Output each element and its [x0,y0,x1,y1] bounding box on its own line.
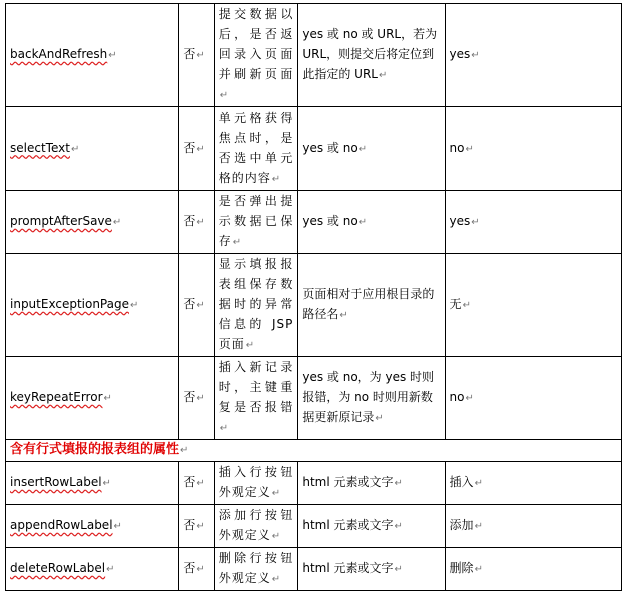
paragraph-mark-icon: ↵ [474,564,483,575]
paragraph-mark-icon: ↵ [108,50,117,61]
paragraph-mark-icon: ↵ [474,478,483,489]
paragraph-mark-icon: ↵ [180,445,189,456]
param-name: selectText [10,140,70,155]
paragraph-mark-icon: ↵ [394,564,403,575]
paragraph-mark-icon: ↵ [196,50,205,61]
paragraph-mark-icon: ↵ [358,217,368,228]
section-header-row [6,440,622,462]
values-text: html 元素或文字 [302,518,394,532]
paragraph-mark-icon: ↵ [375,413,384,424]
param-name-cell [6,191,179,254]
values-text: yes 或 no [302,214,358,228]
values-text: 页面相对于应用根目录的路径名 [302,287,435,321]
paragraph-mark-icon: ↵ [245,340,256,351]
values-text: html 元素或文字 [302,561,394,575]
description-cell [214,462,298,505]
paragraph-mark-icon: ↵ [471,217,480,228]
values-cell [298,254,445,357]
values-cell [298,505,445,548]
param-name: deleteRowLabel [10,561,106,575]
required-cell [179,357,214,440]
paragraph-mark-icon: ↵ [196,521,205,532]
paragraph-mark-icon: ↵ [219,423,230,434]
paragraph-mark-icon: ↵ [196,478,205,489]
paragraph-mark-icon: ↵ [378,70,388,81]
paragraph-mark-icon: ↵ [102,478,111,489]
paragraph-mark-icon: ↵ [462,300,471,311]
values-text: html 元素或文字 [302,475,394,489]
values-text: yes 或 no，为 yes 时则报错，为 no 时则用新数据更新原记录 [302,370,435,424]
paragraph-mark-icon: ↵ [394,478,403,489]
paragraph-mark-icon: ↵ [219,90,230,101]
required-value: 否 [183,390,196,404]
paragraph-mark-icon: ↵ [113,521,122,532]
paragraph-mark-icon: ↵ [196,393,205,404]
default-value: 插入 [449,475,474,489]
description-text: 是否弹出提示数据已保存 [218,194,294,248]
paragraph-mark-icon: ↵ [271,574,282,585]
paragraph-mark-icon: ↵ [474,521,483,532]
paragraph-mark-icon: ↵ [196,300,205,311]
default-cell [445,254,621,357]
required-value: 否 [183,561,196,575]
paragraph-mark-icon: ↵ [106,564,115,575]
required-cell [179,191,214,254]
default-value: 添加 [449,518,474,532]
param-name-cell [6,357,179,440]
required-cell [179,462,214,505]
default-value: yes [449,214,471,228]
param-name: appendRowLabel [10,518,113,532]
required-cell [179,107,214,191]
param-name-cell [6,254,179,357]
default-value: 删除 [449,561,474,575]
table-row [6,191,622,254]
paragraph-mark-icon: ↵ [129,300,139,311]
required-value: 否 [183,140,196,155]
description-text: 显示填报报表组保存数据时的异常信息的 JSP 页面 [218,257,294,351]
default-value: no [449,140,465,155]
description-cell [214,191,298,254]
param-name: keyRepeatError [10,390,103,404]
values-cell [298,4,445,107]
default-cell [445,4,621,107]
values-cell [298,462,445,505]
description-text: 删除行按钮外观定义 [218,551,294,585]
param-name: insertRowLabel [10,475,102,489]
description-text: 提交数据以后，是否返回录入页面并刷新页面 [218,7,294,81]
values-text: yes 或 no [302,140,358,155]
values-text: yes 或 no 或 URL，若为 URL，则提交后将定位到此指定的 URL [302,27,438,81]
section-title: 含有行式填报的报表组的属性 [10,442,180,457]
values-cell [298,357,445,440]
default-cell [445,191,621,254]
section-title-cell [6,440,622,462]
table-row [6,462,622,505]
description-cell [214,505,298,548]
paragraph-mark-icon: ↵ [465,393,474,404]
param-name: backAndRefresh [10,47,108,61]
description-cell [214,4,298,107]
description-text: 单元格获得焦点时，是否选中单元格的内容 [218,110,294,185]
paragraph-mark-icon: ↵ [70,143,80,155]
table-row [6,548,622,591]
default-cell [445,548,621,591]
table-row [6,254,622,357]
default-cell [445,505,621,548]
values-cell [298,191,445,254]
param-name-cell [6,505,179,548]
paragraph-mark-icon: ↵ [103,393,112,404]
paragraph-mark-icon: ↵ [271,173,282,185]
description-text: 插入新记录时，主键重复是否报错 [218,360,294,414]
param-name-cell [6,4,179,107]
paragraph-mark-icon: ↵ [271,531,282,542]
table-row [6,505,622,548]
default-value: no [449,390,465,404]
default-cell [445,462,621,505]
values-cell [298,107,445,191]
required-value: 否 [183,297,196,311]
required-value: 否 [183,475,196,489]
description-cell [214,548,298,591]
param-name-cell [6,548,179,591]
default-value: yes [449,47,471,61]
required-value: 否 [183,518,196,532]
paragraph-mark-icon: ↵ [394,521,403,532]
description-cell [214,254,298,357]
description-text: 添加行按钮外观定义 [218,508,294,542]
attribute-table [5,3,622,591]
required-cell [179,4,214,107]
paragraph-mark-icon: ↵ [339,310,348,321]
param-name: promptAfterSave [10,214,112,228]
table-row [6,357,622,440]
default-cell [445,107,621,191]
paragraph-mark-icon: ↵ [271,488,282,499]
required-cell [179,254,214,357]
required-value: 否 [183,47,196,61]
param-name-cell [6,462,179,505]
paragraph-mark-icon: ↵ [358,143,368,155]
required-value: 否 [183,214,196,228]
description-cell [214,357,298,440]
table-row [6,4,622,107]
paragraph-mark-icon: ↵ [112,217,122,228]
paragraph-mark-icon: ↵ [232,237,243,248]
paragraph-mark-icon: ↵ [196,564,205,575]
param-name-cell [6,107,179,191]
values-cell [298,548,445,591]
description-cell [214,107,298,191]
default-value: 无 [449,297,462,311]
paragraph-mark-icon: ↵ [196,217,205,228]
paragraph-mark-icon: ↵ [465,143,474,155]
required-cell [179,548,214,591]
paragraph-mark-icon: ↵ [196,143,205,155]
description-text: 插入行按钮外观定义 [218,465,294,499]
required-cell [179,505,214,548]
param-name: inputExceptionPage [10,297,129,311]
table-row [6,107,622,191]
paragraph-mark-icon: ↵ [471,50,480,61]
default-cell [445,357,621,440]
